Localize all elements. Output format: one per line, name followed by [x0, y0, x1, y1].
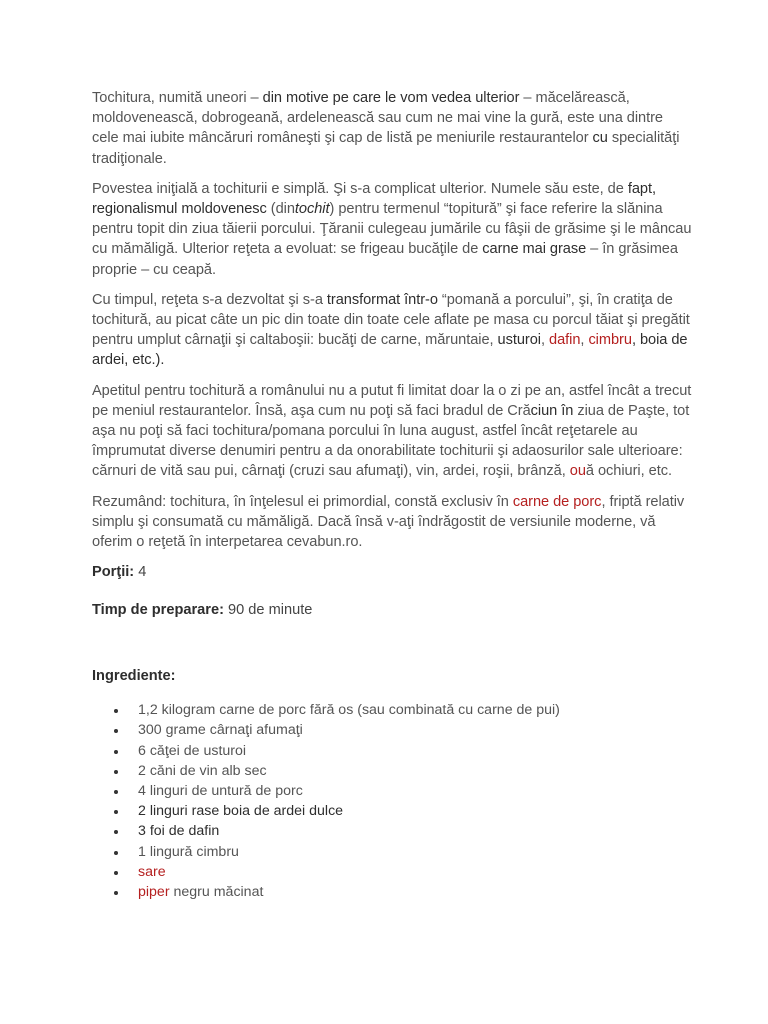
text-run: 1 lingură cimbru	[138, 843, 239, 860]
ingredient-item	[92, 821, 692, 841]
bullet-icon	[114, 810, 118, 814]
bullet-icon	[114, 709, 118, 713]
link-text[interactable]: carne de porc	[512, 493, 602, 510]
ingredient-item	[92, 720, 692, 740]
bullet-icon	[114, 891, 118, 895]
text-run: 2 linguri rase boia de ardei dulce	[138, 803, 344, 820]
ingredient-item	[92, 842, 692, 862]
bullet-icon	[114, 851, 118, 855]
text-run: 1,2 kilogram carne de porc fără os (sau combinată cu carne de pui)	[138, 702, 560, 719]
ingredient-item	[92, 801, 692, 821]
text-run: din motive pe care le vom vedea ulterior	[262, 90, 520, 106]
link-text[interactable]: cimbru	[588, 332, 632, 349]
bullet-icon	[114, 871, 118, 875]
text-run: specialităţi tradiţionale.	[92, 130, 680, 167]
bullet-icon	[114, 729, 118, 733]
recipe-document	[92, 88, 692, 902]
ingredient-item	[92, 882, 692, 902]
text-run: (din	[266, 201, 295, 218]
paragraph	[92, 381, 692, 482]
prep-time-line	[92, 600, 692, 620]
link-text[interactable]: dafin	[549, 332, 581, 349]
ingredients-list	[92, 700, 692, 902]
text-run: – măcelărească, moldovenească, dobrogeană, ardelenească sau cum ne mai vine la gură, este una dintre cele mai iubite mâncăruri româneşti şi cap de listă pe meniurile restaurantelor	[92, 90, 663, 147]
text-run: 2 căni de vin alb sec	[138, 762, 267, 779]
ingredient-item	[92, 700, 692, 720]
bullet-icon	[114, 750, 118, 754]
text-run: usturoi	[497, 332, 541, 349]
text-run: ) pentru termenul “topitură” şi face referire la slănina pentru topit din ziua tăierii porcului. Ţăranii culegeau jumările cu fâşii de grăsime şi le mâncau cu mămăligă. Ulterior reţeta a evoluat: se frigeau bucăţile de	[92, 201, 692, 258]
portions-line	[92, 562, 692, 582]
text-run: Apetitul pentru tochitură a românului nu a putut fi limitat doar la o zi pe an, astfel încât a trecut pe meniul restaurantelor. Însă, aşa cum nu poţi să faci bradul de Cră	[92, 382, 692, 419]
bullet-icon	[114, 770, 118, 774]
text-run: , boia de ardei, etc.).	[92, 332, 688, 369]
text-run: tochit	[294, 201, 330, 218]
bullet-icon	[114, 790, 118, 794]
text-run: 300 grame cârnaţi afumaţi	[138, 722, 303, 739]
prep-time-label: Timp de preparare:	[92, 602, 224, 619]
text-run: ziua de Paşte, tot aşa nu poţi să faci tochitura/pomana porcului în luna august, astfel încât reţetarele au împrumutat diverse denumiri pentru a da onorabilitate tochiturii şi adaosurilor sale ulterioare: cărnuri de vită sau pui, cârnaţi (cruzi sau afumaţi), vin, ardei, roşii, brânză,	[92, 402, 690, 480]
text-run: ă ochiuri, etc.	[585, 463, 672, 480]
text-run: , friptă relativ simplu şi consumată cu mămăligă. Dacă însă v-aţi îndrăgostit de versiunile moderne, vă oferim o reţetă în interpetarea cevabun.ro.	[92, 493, 685, 551]
ingredient-item	[92, 862, 692, 882]
prep-time-value: 90 de minute	[223, 602, 313, 619]
text-run: fapt, regionalismul moldovenesc	[92, 180, 656, 218]
paragraph	[92, 179, 692, 280]
text-run: transformat într-o	[326, 291, 438, 308]
link-text[interactable]: piper	[138, 884, 170, 901]
text-run: Povestea iniţială a tochiturii e simplă. Şi s-a complicat ulterior. Numele său este, de	[92, 180, 628, 197]
portions-label: Porţii:	[92, 564, 135, 581]
text-run: – în grăsimea proprie – cu ceapă.	[92, 241, 678, 278]
portions-value: 4	[134, 564, 147, 581]
paragraph	[92, 290, 692, 371]
text-run: Tochitura, numită uneori –	[92, 90, 263, 106]
ingredients-heading: Ingrediente:	[92, 668, 176, 685]
text-run: “pomană a porcului”, şi, în cratiţa de tochitură, au picat câte un pic din toate din toate cele aflate pe masa cu porcul tăiat şi pregătit pentru umplut cârnaţii şi caltaboşii: bucăţi de carne, măruntaie,	[92, 291, 690, 349]
bullet-icon	[114, 830, 118, 834]
text-run: ciun în	[530, 402, 574, 419]
paragraph	[92, 88, 692, 169]
text-run: 4 linguri de untură de porc	[138, 783, 303, 800]
text-run: carne mai grase	[482, 241, 587, 258]
ingredient-item	[92, 741, 692, 761]
paragraph	[92, 492, 692, 553]
text-run: cu	[592, 130, 608, 147]
text-run: negru măcinat	[169, 884, 264, 901]
ingredient-item	[92, 781, 692, 801]
link-text[interactable]: sare	[138, 863, 166, 880]
ingredient-item	[92, 761, 692, 781]
text-run: 6 căţei de usturoi	[138, 742, 247, 759]
text-run: ,	[541, 332, 550, 349]
text-run: 3 foi de dafin	[138, 823, 220, 840]
text-run: ,	[580, 332, 589, 349]
text-run: Rezumând: tochitura, în înţelesul ei primordial, constă exclusiv în	[92, 493, 513, 510]
text-run: Cu timpul, reţeta s-a dezvoltat şi s-a	[92, 291, 327, 308]
intro-text	[92, 88, 692, 552]
link-text[interactable]: ou	[569, 463, 586, 480]
